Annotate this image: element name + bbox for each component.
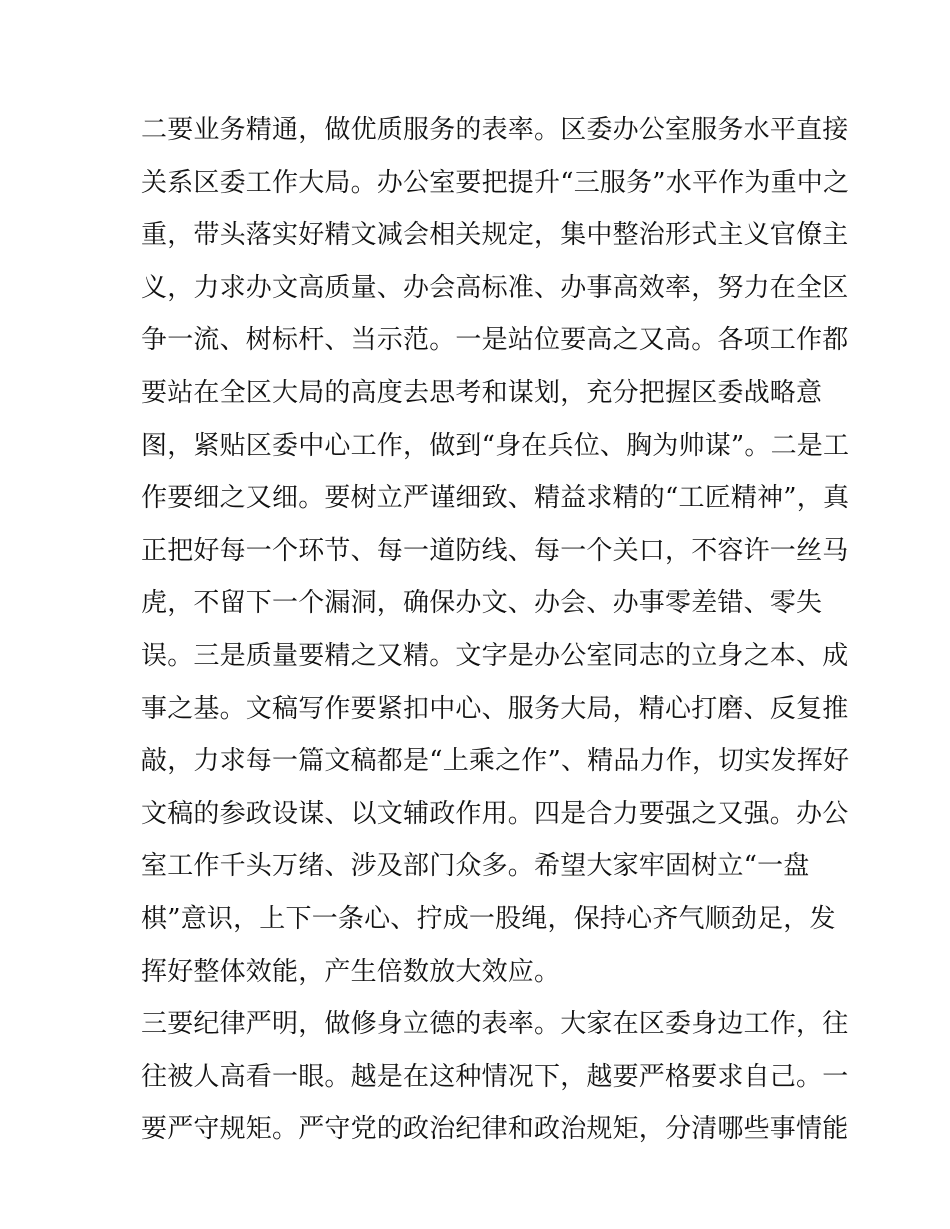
text-line: 挥好整体效能，产生倍数放大效应。 — [141, 956, 561, 987]
text-line: 文稿的参政设谋、以文辅政作用。四是合力要强之又强。办公 — [141, 798, 849, 829]
text-line: 室工作千头万绪、涉及部门众多。希望大家牢固树立“一盘 — [141, 851, 810, 882]
text-line: 三要纪律严明，做修身立德的表率。大家在区委身边工作，往 — [141, 1009, 849, 1040]
text-line: 二要业务精通，做优质服务的表率。区委办公室服务水平直接 — [141, 115, 849, 145]
text-line: 重，带头落实好精文减会相关规定，集中整治形式主义官僚主 — [141, 220, 849, 251]
body-text — [141, 110, 850, 1162]
text-line: 棋”意识，上下一条心、拧成一股绳，保持心齐气顺劲足，发 — [141, 903, 836, 934]
text-line: 作要细之又细。要树立严谨细致、精益求精的“工匠精神”，真 — [141, 483, 850, 514]
text-line: 敲，力求每一篇文稿都是“上乘之作”、精品力作，切实发挥好 — [141, 746, 850, 777]
text-line: 要站在全区大局的高度去思考和谋划，充分把握区委战略意 — [141, 377, 823, 408]
text-line: 要严守规矩。严守党的政治纪律和政治规矩，分清哪些事情能 — [141, 1114, 849, 1145]
text-line: 正把好每一个环节、每一道防线、每一个关口，不容许一丝马 — [141, 535, 849, 566]
text-line: 误。三是质量要精之又精。文字是办公室同志的立身之本、成 — [141, 640, 849, 671]
text-line: 关系区委工作大局。办公室要把提升“三服务”水平作为重中之 — [141, 167, 850, 198]
text-line: 争一流、树标杆、当示范。一是站位要高之又高。各项工作都 — [141, 325, 849, 356]
text-line: 义，力求办文高质量、办会高标准、办事高效率，努力在全区 — [141, 272, 849, 303]
text-line: 事之基。文稿写作要紧扣中心、服务大局，精心打磨、反复推 — [141, 693, 849, 724]
text-line: 虎，不留下一个漏洞，确保办文、办会、办事零差错、零失 — [141, 588, 823, 619]
text-line: 图，紧贴区委中心工作，做到“身在兵位、胸为帅谋”。二是工 — [141, 430, 850, 461]
text-line: 往被人高看一眼。越是在这种情况下，越要严格要求自己。一 — [141, 1061, 849, 1092]
